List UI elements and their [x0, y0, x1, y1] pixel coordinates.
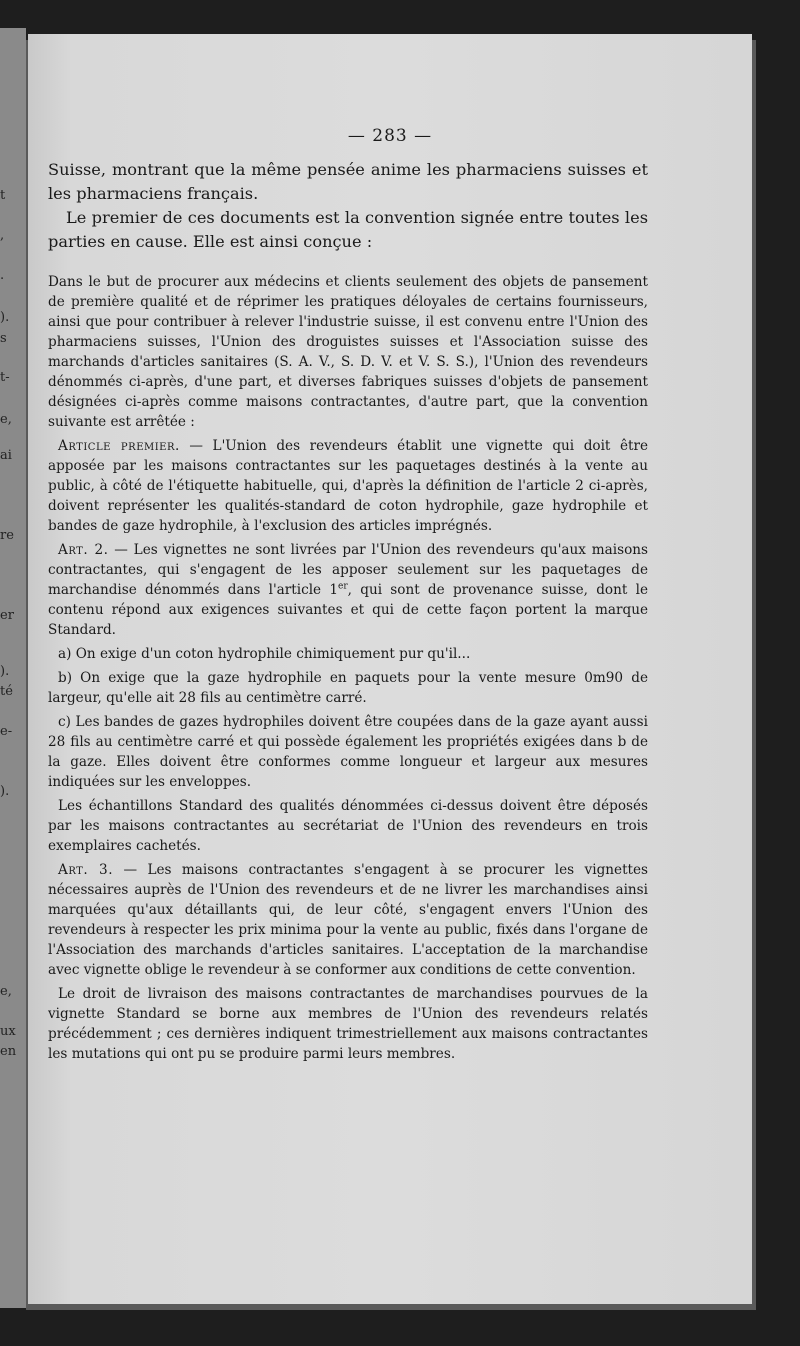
margin-fragment: e,: [0, 984, 12, 999]
intro-paragraph: Suisse, montrant que la même pensée anime les pharmaciens suisses et les pharmaciens français.: [48, 160, 648, 203]
margin-fragment: .: [0, 268, 5, 283]
article-1: [48, 436, 648, 536]
margin-fragment: ux: [0, 1024, 16, 1039]
margin-fragment: ).: [0, 310, 10, 325]
margin-fragment: e,: [0, 412, 12, 427]
superscript: er: [338, 581, 348, 592]
previous-page-edge: [0, 28, 26, 1308]
item-a: a) On exige d'un coton hydrophile chimiquement pur qu'il...: [58, 646, 471, 662]
article-1-text: — L'Union des revendeurs établit une vignette qui doit être apposée par les maisons contractantes sur les paquetages destinés à la vente au public, à côté de l'étiquette habituelle, qui, d'après la définition de l'article 2 ci-après, doivent représenter les qualités-standard de coton hydrophile, gaze hydrophile et bandes de gaze hydrophile, à l'exclusion des articles imprégnés.: [48, 438, 648, 534]
page-content: [48, 158, 648, 1068]
article-2-text: , qui sont de provenance suisse, dont le contenu répond aux exigences suivantes et qui de cette façon portent la marque Standard.: [48, 582, 648, 638]
intro-paragraph: Le premier de ces documents est la convention signée entre toutes les parties en cause. Elle est ainsi conçue :: [48, 208, 648, 251]
margin-fragment: en: [0, 1044, 17, 1059]
item-c: c) Les bandes de gazes hydrophiles doivent être coupées dans de la gaze ayant aussi 28 fils au centimètre carré et qui possède également les propriétés exigées dans b de la gaze. Elles doivent être conformes comme longueur et largeur aux mesures indiquées sur les enveloppes.: [48, 714, 648, 790]
margin-fragment: ).: [0, 784, 10, 799]
article-1-label: Article premier.: [58, 438, 180, 454]
margin-fragment: re: [0, 528, 14, 543]
delivery-paragraph: Le droit de livraison des maisons contractantes de marchandises pourvues de la vignette Standard se borne aux membres de l'Union des revendeurs relatés précédemment ; ces dernières indiquent trimestriellement aux maisons contractantes les mutations qui ont pu se produire parmi leurs membres.: [48, 986, 648, 1062]
page-number: — 283 —: [347, 126, 433, 146]
article-2: [48, 540, 648, 640]
book-page: [28, 34, 752, 1304]
margin-fragment: t-: [0, 370, 10, 385]
article-3: [48, 860, 648, 980]
margin-fragment: té: [0, 684, 13, 699]
margin-fragment: s: [0, 331, 7, 346]
convention-text: [48, 272, 648, 1064]
margin-fragment: e-: [0, 724, 13, 739]
convention-preamble: Dans le but de procurer aux médecins et clients seulement des objets de pansement de première qualité et de réprimer les pratiques déloyales de certains fournisseurs, ainsi que pour contribuer à relever l'industrie suisse, il est convenu entre l'Union des pharmaciens suisses, l'Union des droguistes suisses et l'Association suisse des marchands d'articles sanitaires (S. A. V., S. D. V. et V. S. S.), l'Union des revendeurs dénommés ci-après, d'une part, et diverses fabriques suisses d'objets de pansement désignées ci-après comme maisons contractantes, d'autre part, que la convention suivante est arrêtée :: [48, 274, 648, 430]
article-2-label: Art. 2.: [58, 542, 109, 558]
article-3-label: Art. 3.: [58, 862, 114, 878]
previous-page-margin: [0, 28, 16, 1308]
margin-fragment: ai: [0, 448, 12, 463]
margin-fragment: er: [0, 608, 14, 623]
margin-fragment: ).: [0, 664, 10, 679]
margin-fragment: t: [0, 188, 6, 203]
intro-section: [48, 158, 648, 254]
margin-fragment: ,: [0, 228, 5, 243]
article-2-text: — Les vignettes ne sont livrées par l'Union des revendeurs qu'aux maisons contractantes, qui s'engagent de les apposer seulement sur les paquetages de marchandise dénommés dans l'article 1: [48, 542, 648, 598]
article-3-text: — Les maisons contractantes s'engagent à se procurer les vignettes nécessaires auprès de l'Union des revendeurs et de ne livrer les marchandises ainsi marquées qu'aux détaillants qui, de leur côté, s'engagent envers l'Union des revendeurs à respecter les prix minima pour la vente au public, fixés dans l'organe de l'Association des marchands d'articles sanitaires. L'acceptation de la marchandise avec vignette oblige le revendeur à se conformer aux conditions de cette convention.: [48, 862, 649, 978]
item-b: b) On exige que la gaze hydrophile en paquets pour la vente mesure 0m90 de largeur, qu'elle ait 28 fils au centimètre carré.: [48, 670, 648, 706]
samples-paragraph: Les échantillons Standard des qualités dénommées ci-dessus doivent être déposés par les maisons contractantes au secrétariat de l'Union des revendeurs en trois exemplaires cachetés.: [48, 798, 648, 854]
